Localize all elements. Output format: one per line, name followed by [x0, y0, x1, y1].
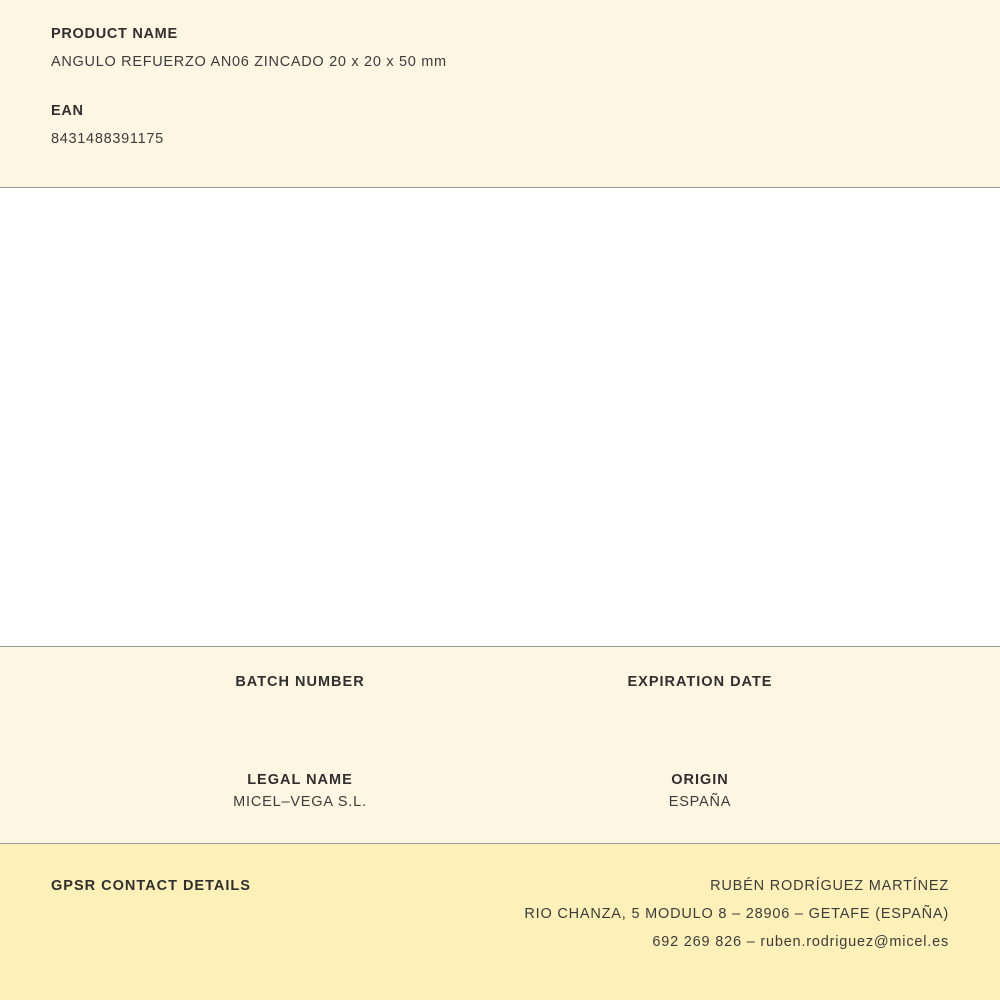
batch-number-value	[150, 696, 450, 713]
product-details-section	[0, 0, 1000, 188]
legal-name-value: MICEL–VEGA S.L.	[233, 794, 367, 810]
product-name-value: ANGULO REFUERZO AN06 ZINCADO 20 x 20 x 50 mm	[51, 54, 447, 70]
gpsr-contact-details-label: GPSR CONTACT DETAILS	[51, 878, 251, 894]
origin-value: ESPAÑA	[668, 794, 732, 810]
gpsr-footer	[0, 844, 1000, 1000]
batch-number-label: BATCH NUMBER	[235, 674, 365, 690]
legal-name-cell	[150, 772, 450, 811]
ean-group	[51, 103, 950, 147]
product-name-label: PRODUCT NAME	[51, 26, 178, 42]
batch-expiration-row	[0, 674, 1000, 713]
legal-origin-row	[0, 772, 1000, 811]
ean-label: EAN	[51, 103, 84, 119]
blank-content-area	[0, 188, 1000, 647]
batch-number-cell	[150, 674, 450, 713]
origin-label: ORIGIN	[671, 772, 729, 788]
gpsr-contact-address: RIO CHANZA, 5 MODULO 8 – 28906 – GETAFE (ESPAÑA)	[524, 906, 949, 922]
origin-cell	[550, 772, 850, 811]
product-name-group	[51, 26, 950, 70]
gpsr-contact-block	[524, 878, 949, 950]
expiration-date-cell	[550, 674, 850, 713]
batch-legal-section	[0, 647, 1000, 844]
expiration-date-value	[550, 696, 850, 713]
expiration-date-label: EXPIRATION DATE	[627, 674, 773, 690]
gpsr-contact-name: RUBÉN RODRÍGUEZ MARTÍNEZ	[710, 878, 949, 894]
ean-value: 8431488391175	[51, 131, 164, 147]
gpsr-contact-phone-email: 692 269 826 – ruben.rodriguez@micel.es	[652, 934, 949, 950]
legal-name-label: LEGAL NAME	[247, 772, 353, 788]
